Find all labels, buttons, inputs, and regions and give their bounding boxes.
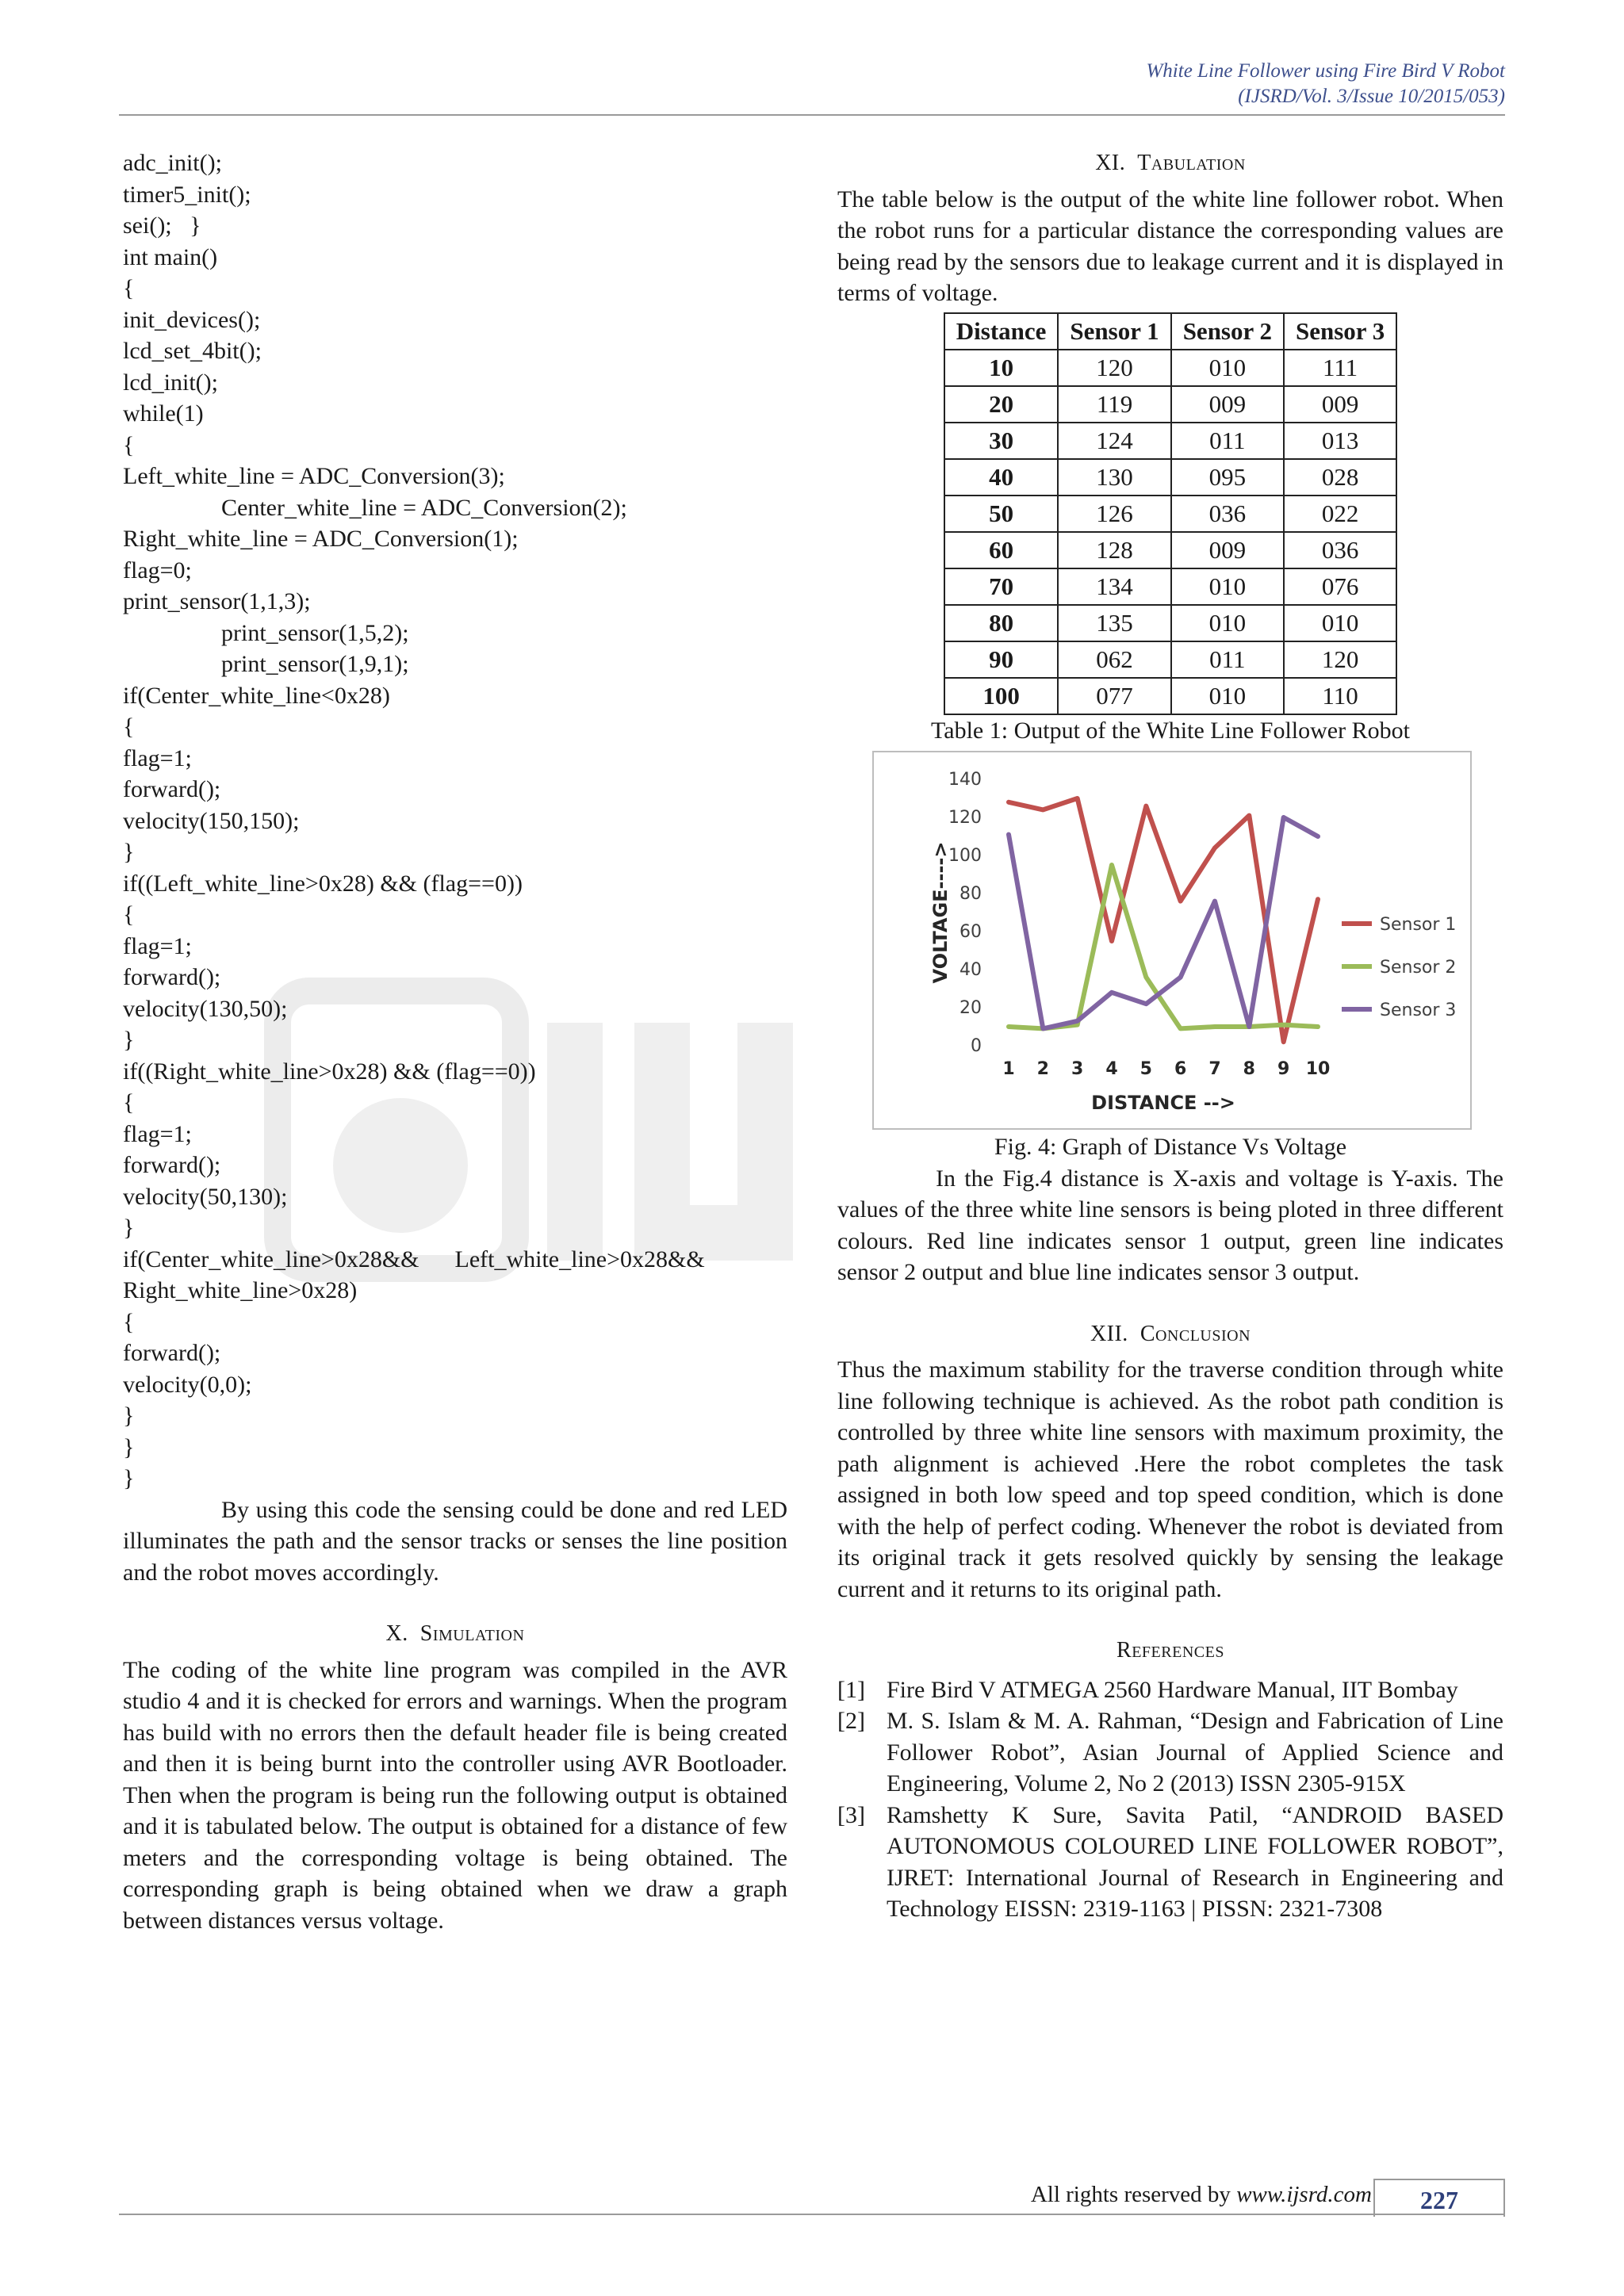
table-cell: 124: [1058, 423, 1170, 459]
table-cell: 126: [1058, 496, 1170, 532]
y-tick-label: 60: [959, 922, 982, 942]
table-cell: 028: [1284, 459, 1396, 496]
y-tick-label: 0: [971, 1036, 982, 1056]
section-title: Tabulation: [1137, 151, 1246, 175]
code-line: Left_white_line = ADC_Conversion(3);: [123, 463, 505, 489]
table-cell: 095: [1171, 459, 1284, 496]
running-header: [1146, 59, 1505, 109]
table-cell: 076: [1284, 568, 1396, 605]
section-number: XII.: [1090, 1321, 1128, 1346]
x-tick-label: 5: [1139, 1059, 1152, 1079]
code-line: {: [123, 1089, 135, 1115]
code-line: velocity(130,50);: [123, 995, 288, 1022]
table-row: [944, 386, 1396, 423]
code-line: adc_init();: [123, 150, 222, 176]
y-tick-label: 100: [948, 846, 982, 866]
table-header-row: [944, 313, 1396, 350]
code-line: }: [123, 1402, 135, 1429]
y-tick-label: 140: [948, 770, 982, 790]
table-cell: 60: [944, 532, 1059, 568]
table-header-cell: Sensor 1: [1058, 313, 1170, 350]
code-line: Right_white_line = ADC_Conversion(1);: [123, 526, 519, 552]
code-line: }: [123, 839, 135, 865]
section-title: References: [1116, 1638, 1224, 1663]
code-line: print_sensor(1,1,3);: [123, 588, 311, 614]
x-tick-label: 10: [1305, 1059, 1331, 1079]
page-footer: [119, 2179, 1505, 2214]
reference-number: [1]: [837, 1676, 865, 1703]
table-cell: 134: [1058, 568, 1170, 605]
table-cell: 100: [944, 678, 1059, 714]
reference-text: M. S. Islam & M. A. Rahman, “Design and Fabrication of Line Follower Robot”, Asian Journal of Applied Science and Engineering, Volume 2, No 2 (2013) ISSN 2305-915X: [887, 1708, 1503, 1797]
table-header-cell: Sensor 2: [1171, 313, 1284, 350]
table-cell: 70: [944, 568, 1059, 605]
table-cell: 011: [1171, 423, 1284, 459]
table-cell: 10: [944, 350, 1059, 386]
section-number: XI.: [1095, 151, 1126, 175]
code-line: while(1): [123, 400, 204, 427]
table-row: [944, 568, 1396, 605]
figure-chart: [872, 751, 1472, 1130]
section-heading-conclusion: [837, 1318, 1503, 1350]
footer-rule: [119, 2214, 1505, 2215]
reference-text: Ramshetty K Sure, Savita Patil, “ANDROID BASED AUTONOMOUS COLOURED LINE FOLLOWER ROBOT”, IJRET: International Journal of Research in Engineering and Technology EISSN: 2319-1163 | PISSN: 2321-7308: [887, 1801, 1503, 1922]
table-cell: 036: [1171, 496, 1284, 532]
code-line: Center_white_line = ADC_Conversion(2);: [221, 494, 627, 521]
table-cell: 120: [1058, 350, 1170, 386]
table-cell: 111: [1284, 350, 1396, 386]
table-cell: 120: [1284, 641, 1396, 678]
code-line: if(Center_white_line<0x28): [123, 682, 390, 709]
table-row: [944, 605, 1396, 641]
code-line: }: [123, 1027, 135, 1053]
table-cell: 20: [944, 386, 1059, 423]
table-cell: 130: [1058, 459, 1170, 496]
header-journal: (IJSRD/Vol. 3/Issue 10/2015/053): [1238, 86, 1505, 107]
legend-label: Sensor 2: [1380, 958, 1457, 978]
code-line: timer5_init();: [123, 181, 251, 208]
reference-item: [837, 1705, 1503, 1800]
table-cell: 022: [1284, 496, 1396, 532]
x-tick-label: 2: [1036, 1059, 1049, 1079]
code-line: lcd_init();: [123, 369, 218, 396]
x-tick-label: 9: [1277, 1059, 1290, 1079]
reference-item: [837, 1674, 1503, 1706]
table-cell: 010: [1171, 678, 1284, 714]
table-cell: 90: [944, 641, 1059, 678]
code-listing: [123, 147, 787, 1494]
code-line: flag=1;: [123, 932, 192, 959]
table-cell: 010: [1171, 350, 1284, 386]
table-cell: 30: [944, 423, 1059, 459]
y-tick-label: 80: [959, 884, 982, 904]
code-line: if(Center_white_line>0x28&& Left_white_line>0x28&&: [123, 1246, 705, 1272]
after-code-paragraph: By using this code the sensing could be done and red LED illuminates the path and the sensor tracks or senses the line position and the robot moves accordingly.: [123, 1496, 787, 1586]
code-line: flag=0;: [123, 557, 192, 584]
section-heading-simulation: [123, 1618, 787, 1650]
reference-list: [837, 1674, 1503, 1925]
x-tick-label: 1: [1002, 1059, 1015, 1079]
code-line: {: [123, 275, 135, 301]
table-row: [944, 678, 1396, 714]
table-cell: 128: [1058, 532, 1170, 568]
table-cell: 013: [1284, 423, 1396, 459]
x-tick-label: 6: [1174, 1059, 1187, 1079]
conclusion-body: Thus the maximum stability for the traverse condition through white line following technique is achieved. As the robot path condition is controlled by three white line sensors with maximum proximity, the path alignment is achieved .Here the robot completes the task assigned in both low speed and top speed condition, which is done with the help of perfect coding. Whenever the robot is deviated from its original track it gets resolved quickly by sensing the leakage current and it returns to its original path.: [837, 1357, 1503, 1602]
section-title: Simulation: [419, 1621, 525, 1646]
reference-number: [3]: [837, 1801, 865, 1828]
y-tick-label: 40: [959, 960, 982, 980]
table-cell: 009: [1171, 532, 1284, 568]
code-line: forward();: [123, 964, 221, 990]
x-axis-label: DISTANCE -->: [1091, 1092, 1235, 1114]
code-line: print_sensor(1,9,1);: [221, 651, 409, 677]
legend-label: Sensor 3: [1380, 1001, 1457, 1020]
table-cell: 010: [1284, 605, 1396, 641]
code-line: velocity(0,0);: [123, 1371, 252, 1398]
table-cell: 010: [1171, 605, 1284, 641]
section-heading-tabulation: [837, 147, 1503, 179]
code-line: int main(): [123, 243, 218, 270]
code-line: {: [123, 714, 135, 740]
x-tick-label: 4: [1105, 1059, 1118, 1079]
y-tick-label: 120: [948, 808, 982, 828]
table-header-cell: Distance: [944, 313, 1059, 350]
code-line: forward();: [123, 1152, 221, 1178]
table-body: [944, 350, 1396, 714]
code-line: {: [123, 431, 135, 458]
x-tick-label: 3: [1071, 1059, 1084, 1079]
code-line: print_sensor(1,5,2);: [221, 619, 409, 646]
x-tick-label: 7: [1208, 1059, 1221, 1079]
y-axis-label: VOLTAGE---->: [929, 841, 952, 984]
code-line: {: [123, 901, 135, 928]
simulation-body: The coding of the white line program was compiled in the AVR studio 4 and it is checked for errors and warnings. When the program has build with no errors then the default header file is being created and then it is being burnt into the controller using AVR Bootloader. Then when the program is being run the following output is obtained and it is tabulated below. The output is obtained for a distance of few meters and the corresponding voltage is being obtained. The corresponding graph is being obtained when we draw a graph between distances versus voltage.: [123, 1656, 787, 1934]
output-table: [944, 312, 1397, 715]
table-cell: 110: [1284, 678, 1396, 714]
section-number: X.: [385, 1621, 408, 1646]
x-tick-label: 8: [1243, 1059, 1255, 1079]
footer-rights: [1031, 2182, 1372, 2208]
table-cell: 119: [1058, 386, 1170, 423]
reference-text: Fire Bird V ATMEGA 2560 Hardware Manual, IIT Bombay: [887, 1676, 1458, 1703]
code-line: {: [123, 1308, 135, 1335]
table-row: [944, 459, 1396, 496]
legend-label: Sensor 1: [1380, 915, 1457, 935]
left-column: [123, 147, 787, 1936]
reference-item: [837, 1800, 1503, 1925]
section-heading-references: [837, 1635, 1503, 1667]
code-line: }: [123, 1465, 135, 1491]
header-rule: [119, 114, 1505, 116]
code-line: flag=1;: [123, 1120, 192, 1147]
table-row: [944, 350, 1396, 386]
right-column: [837, 147, 1503, 1925]
code-line: lcd_set_4bit();: [123, 338, 262, 364]
table-cell: 80: [944, 605, 1059, 641]
header-title: White Line Follower using Fire Bird V Robot: [1146, 60, 1505, 82]
table-cell: 50: [944, 496, 1059, 532]
code-line: if((Right_white_line>0x28) && (flag==0)): [123, 1058, 536, 1085]
code-line: init_devices();: [123, 306, 261, 333]
table-header-cell: Sensor 3: [1284, 313, 1396, 350]
section-title: Conclusion: [1139, 1321, 1251, 1346]
table-cell: 036: [1284, 532, 1396, 568]
page-number: 227: [1373, 2179, 1505, 2217]
reference-number: [2]: [837, 1708, 865, 1734]
figure-caption: Fig. 4: Graph of Distance Vs Voltage: [994, 1134, 1347, 1160]
table-row: [944, 496, 1396, 532]
figure-paragraph: In the Fig.4 distance is X-axis and voltage is Y-axis. The values of the three white line sensors is being ploted in three different colours. Red line indicates sensor 1 output, green line indicates sensor 2 output and blue line indicates sensor 3 output.: [837, 1165, 1503, 1285]
code-line: forward();: [123, 776, 221, 802]
table-cell: 062: [1058, 641, 1170, 678]
table-cell: 135: [1058, 605, 1170, 641]
footer-rights-text: All rights reserved by: [1030, 2182, 1231, 2207]
table-cell: 077: [1058, 678, 1170, 714]
footer-site-link[interactable]: www.ijsrd.com: [1236, 2182, 1372, 2207]
code-line: sei(); }: [123, 212, 201, 239]
table-cell: 011: [1171, 641, 1284, 678]
tabulation-body: The table below is the output of the white line follower robot. When the robot runs for a particular distance the corresponding values are being read by the sensors due to leakage current and it is displayed in terms of voltage.: [837, 186, 1503, 306]
code-line: }: [123, 1433, 135, 1460]
table-row: [944, 423, 1396, 459]
table-cell: 009: [1284, 386, 1396, 423]
code-line: Right_white_line>0x28): [123, 1277, 358, 1303]
code-line: }: [123, 1215, 135, 1241]
code-line: flag=1;: [123, 744, 192, 771]
code-line: if((Left_white_line>0x28) && (flag==0)): [123, 870, 523, 897]
table-row: [944, 532, 1396, 568]
table-cell: 010: [1171, 568, 1284, 605]
table-cell: 009: [1171, 386, 1284, 423]
table-caption: Table 1: Output of the White Line Follower Robot: [931, 717, 1410, 744]
y-tick-label: 20: [959, 998, 982, 1018]
distance-voltage-chart: [874, 752, 1470, 1128]
table-row: [944, 641, 1396, 678]
code-line: forward();: [123, 1340, 221, 1366]
code-line: velocity(150,150);: [123, 807, 300, 834]
table-cell: 40: [944, 459, 1059, 496]
code-line: velocity(50,130);: [123, 1183, 288, 1210]
